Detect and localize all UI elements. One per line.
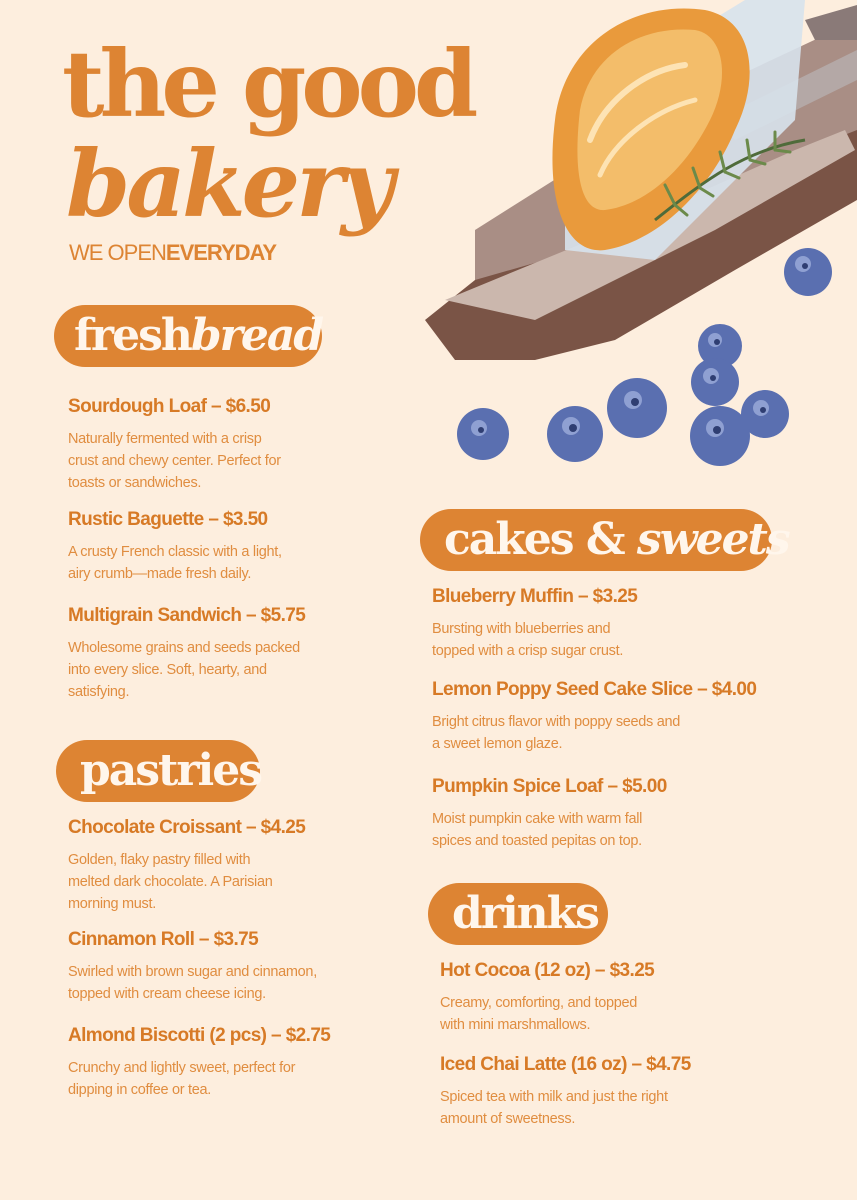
cakes-sweets-heading-b: sweets	[636, 514, 789, 565]
desc-line: dipping in coffee or tea.	[68, 1082, 211, 1098]
menu-item-description	[68, 541, 282, 585]
desc-line: into every slice. Soft, hearty, and	[68, 662, 267, 678]
menu-item-title: Rustic Baguette – $3.50	[68, 509, 268, 530]
menu-item-title: Almond Biscotti (2 pcs) – $2.75	[68, 1025, 331, 1046]
desc-line: topped with cream cheese icing.	[68, 986, 266, 1002]
menu-item-title: Blueberry Muffin – $3.25	[432, 586, 638, 607]
menu-item-title: Chocolate Croissant – $4.25	[68, 817, 306, 838]
desc-line: Bursting with blueberries and	[432, 621, 611, 637]
menu-item-description	[432, 711, 680, 755]
menu-item-title: Sourdough Loaf – $6.50	[68, 396, 271, 417]
cakes-sweets-heading	[420, 509, 789, 571]
brand-title-line2: bakery	[66, 130, 391, 238]
bread-board-blueberries-illustration	[415, 0, 857, 480]
desc-line: Swirled with brown sugar and cinnamon,	[68, 964, 317, 980]
menu-item-description	[440, 992, 637, 1036]
desc-line: spices and toasted pepitas on top.	[432, 833, 642, 849]
desc-line: Golden, flaky pastry filled with	[68, 852, 251, 868]
menu-item-description	[68, 428, 281, 494]
drinks-heading: drinks	[428, 883, 608, 945]
brand-title-line1: the good	[62, 30, 474, 138]
fresh-bread-heading	[54, 305, 322, 367]
desc-line: morning must.	[68, 896, 156, 912]
tagline	[69, 240, 276, 266]
desc-line: crust and chewy center. Perfect for	[68, 453, 281, 469]
menu-item-description	[440, 1086, 668, 1130]
menu-item-title: Pumpkin Spice Loaf – $5.00	[432, 776, 667, 797]
menu-item-description	[68, 1057, 295, 1101]
desc-line: airy crumb—made fresh daily.	[68, 566, 252, 582]
menu-item-title: Iced Chai Latte (16 oz) – $4.75	[440, 1054, 691, 1075]
tagline-bold: EVERYDAY	[165, 240, 277, 265]
desc-line: Bright citrus flavor with poppy seeds and	[432, 714, 681, 730]
menu-item-description	[68, 637, 300, 703]
desc-line: satisfying.	[68, 684, 130, 700]
desc-line: Spiced tea with milk and just the right	[440, 1089, 668, 1105]
menu-item-description	[68, 849, 273, 915]
menu-item-title: Hot Cocoa (12 oz) – $3.25	[440, 960, 655, 981]
menu-item-description	[432, 618, 623, 662]
fresh-bread-heading-a: fresh	[74, 310, 191, 361]
menu-item-title: Cinnamon Roll – $3.75	[68, 929, 259, 950]
cakes-sweets-heading-a: cakes &	[444, 514, 637, 565]
tagline-regular: WE OPEN	[69, 240, 166, 265]
menu-item-title: Lemon Poppy Seed Cake Slice – $4.00	[432, 679, 757, 700]
menu-item-description	[432, 808, 642, 852]
desc-line: Crunchy and lightly sweet, perfect for	[68, 1060, 296, 1076]
pastries-heading: pastries	[56, 740, 260, 802]
desc-line: Moist pumpkin cake with warm fall	[432, 811, 643, 827]
fresh-bread-heading-b: bread	[190, 310, 323, 361]
desc-line: topped with a crisp sugar crust.	[432, 643, 624, 659]
desc-line: a sweet lemon glaze.	[432, 736, 563, 752]
desc-line: Naturally fermented with a crisp	[68, 431, 262, 447]
menu-item-description	[68, 961, 317, 1005]
desc-line: melted dark chocolate. A Parisian	[68, 874, 273, 890]
desc-line: toasts or sandwiches.	[68, 475, 202, 491]
desc-line: amount of sweetness.	[440, 1111, 576, 1127]
desc-line: with mini marshmallows.	[440, 1017, 591, 1033]
menu-item-title: Multigrain Sandwich – $5.75	[68, 605, 306, 626]
desc-line: A crusty French classic with a light,	[68, 544, 282, 560]
desc-line: Creamy, comforting, and topped	[440, 995, 638, 1011]
desc-line: Wholesome grains and seeds packed	[68, 640, 300, 656]
